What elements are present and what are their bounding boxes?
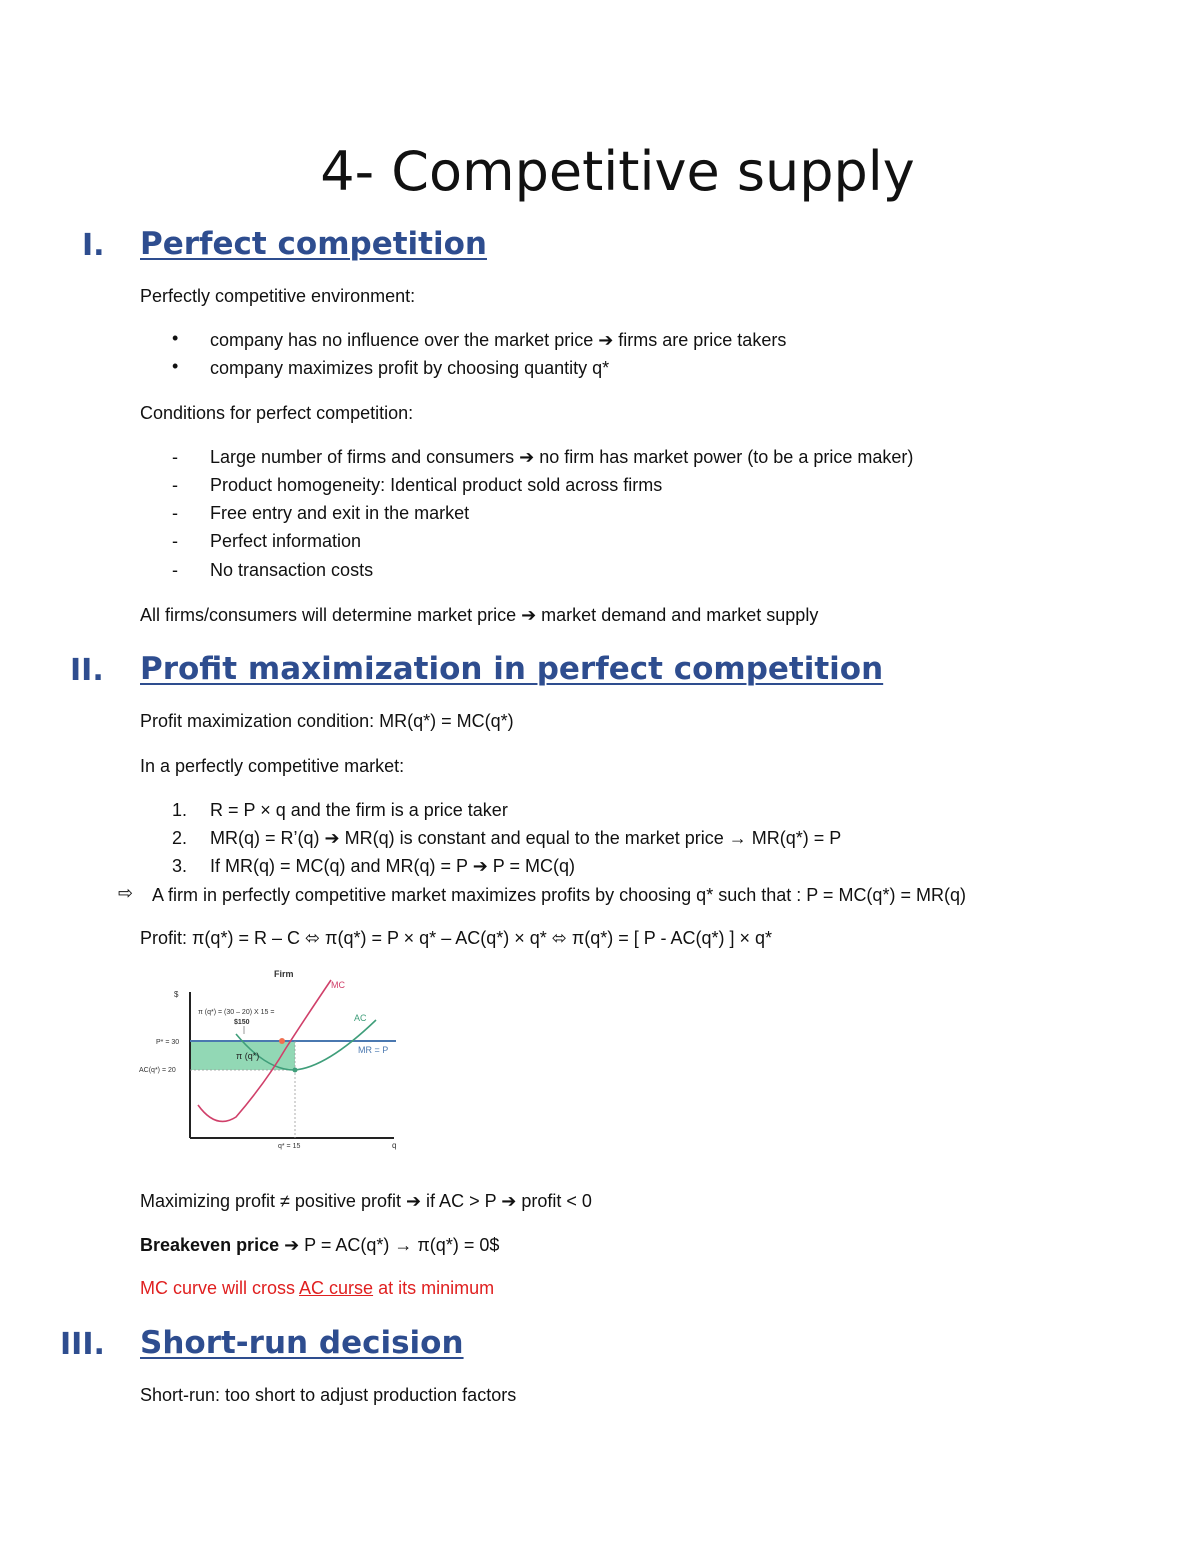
profit-label: π (q*) — [236, 1051, 260, 1061]
list-number: 1. — [172, 800, 188, 820]
section-title-perfect-competition: Perfect competition — [140, 226, 487, 262]
section-title-profit-maximization: Profit maximization in perfect competition — [140, 651, 884, 687]
section-number-3: III. — [60, 1327, 105, 1362]
dash-marker: - — [172, 503, 178, 523]
q-tick-label: q* = 15 — [278, 1143, 301, 1150]
red-text-a: MC curve will cross — [140, 1278, 300, 1298]
graph-title: Firm — [274, 969, 294, 979]
firm-profit-graph — [136, 962, 416, 1157]
bullet-item: company has no influence over the market price ➔ firms are price takers — [210, 330, 787, 350]
red-text-underlined: AC curse — [299, 1278, 374, 1298]
section-number-1: I. — [82, 228, 105, 263]
paragraph-conditions: Conditions for perfect competition: — [140, 403, 414, 423]
dash-marker: - — [172, 560, 178, 580]
condition-item: Free entry and exit in the market — [210, 503, 470, 523]
condition-item: Large number of firms and consumers ➔ no firm has market power (to be a price maker) — [210, 447, 914, 467]
ac-point — [293, 1068, 298, 1073]
paragraph-short-run: Short-run: too short to adjust production factors — [140, 1385, 517, 1405]
condition-item: No transaction costs — [210, 560, 374, 580]
conclusion: A firm in perfectly competitive market maximizes profits by choosing q* such that : P = MC(q*) = MR(q) — [152, 885, 966, 905]
red-text-c: at its minimum — [373, 1278, 495, 1298]
y-axis-label: $ — [174, 990, 179, 999]
price-tick-label: P* = 30 — [156, 1039, 180, 1046]
paragraph-environment: Perfectly competitive environment: — [140, 286, 416, 306]
page-title: 4- Competitive supply — [320, 140, 915, 203]
dash-marker: - — [172, 531, 178, 551]
breakeven-term: Breakeven price — [140, 1235, 280, 1255]
dash-marker: - — [172, 475, 178, 495]
section-title-short-run: Short-run decision — [140, 1325, 464, 1361]
paragraph-mc-cross — [140, 1278, 494, 1299]
list-number: 3. — [172, 856, 188, 876]
numbered-item: If MR(q) = MC(q) and MR(q) = P ➔ P = MC(q) — [210, 856, 575, 876]
bullet-dot: • — [172, 328, 179, 348]
paragraph-max-profit: Maximizing profit ≠ positive profit ➔ if AC > P ➔ profit < 0 — [140, 1191, 592, 1211]
numbered-item: MR(q) = R’(q) ➔ MR(q) is constant and equal to the market price → MR(q*) = P — [210, 828, 842, 848]
condition-item: Product homogeneity: Identical product sold across firms — [210, 475, 663, 495]
list-number: 2. — [172, 828, 188, 848]
paragraph-breakeven — [140, 1235, 499, 1256]
mr-label: MR = P — [358, 1045, 389, 1055]
profit-formula: Profit: π(q*) = R – C ⬄ π(q*) = P × q* – AC(q*) × q* ⬄ π(q*) = [ P - AC(q*) ] × q* — [140, 928, 772, 948]
profit-max-point — [279, 1038, 285, 1044]
condition-item: Perfect information — [210, 531, 362, 551]
paragraph-condition: Profit maximization condition: MR(q*) = MC(q*) — [140, 711, 514, 731]
bullet-item: company maximizes profit by choosing quantity q* — [210, 358, 610, 378]
numbered-item: R = P × q and the firm is a price taker — [210, 800, 508, 820]
breakeven-formula: ➔ P = AC(q*) → π(q*) = 0$ — [279, 1235, 500, 1255]
section-number-2: II. — [70, 653, 104, 688]
profit-annotation-value: $150 — [234, 1019, 250, 1026]
mc-label: MC — [331, 980, 345, 990]
bullet-dot: • — [172, 356, 179, 376]
dash-marker: - — [172, 447, 178, 467]
ac-label: AC — [354, 1013, 367, 1023]
ac-tick-label: AC(q*) = 20 — [139, 1067, 176, 1074]
paragraph-summary: All firms/consumers will determine market price ➔ market demand and market supply — [140, 605, 819, 625]
paragraph-market-intro: In a perfectly competitive market: — [140, 756, 405, 776]
profit-annotation: π (q*) = (30 – 20) X 15 = — [198, 1009, 275, 1016]
outline-arrow-icon: ⇨ — [118, 883, 134, 903]
x-axis-label: q — [392, 1141, 397, 1150]
